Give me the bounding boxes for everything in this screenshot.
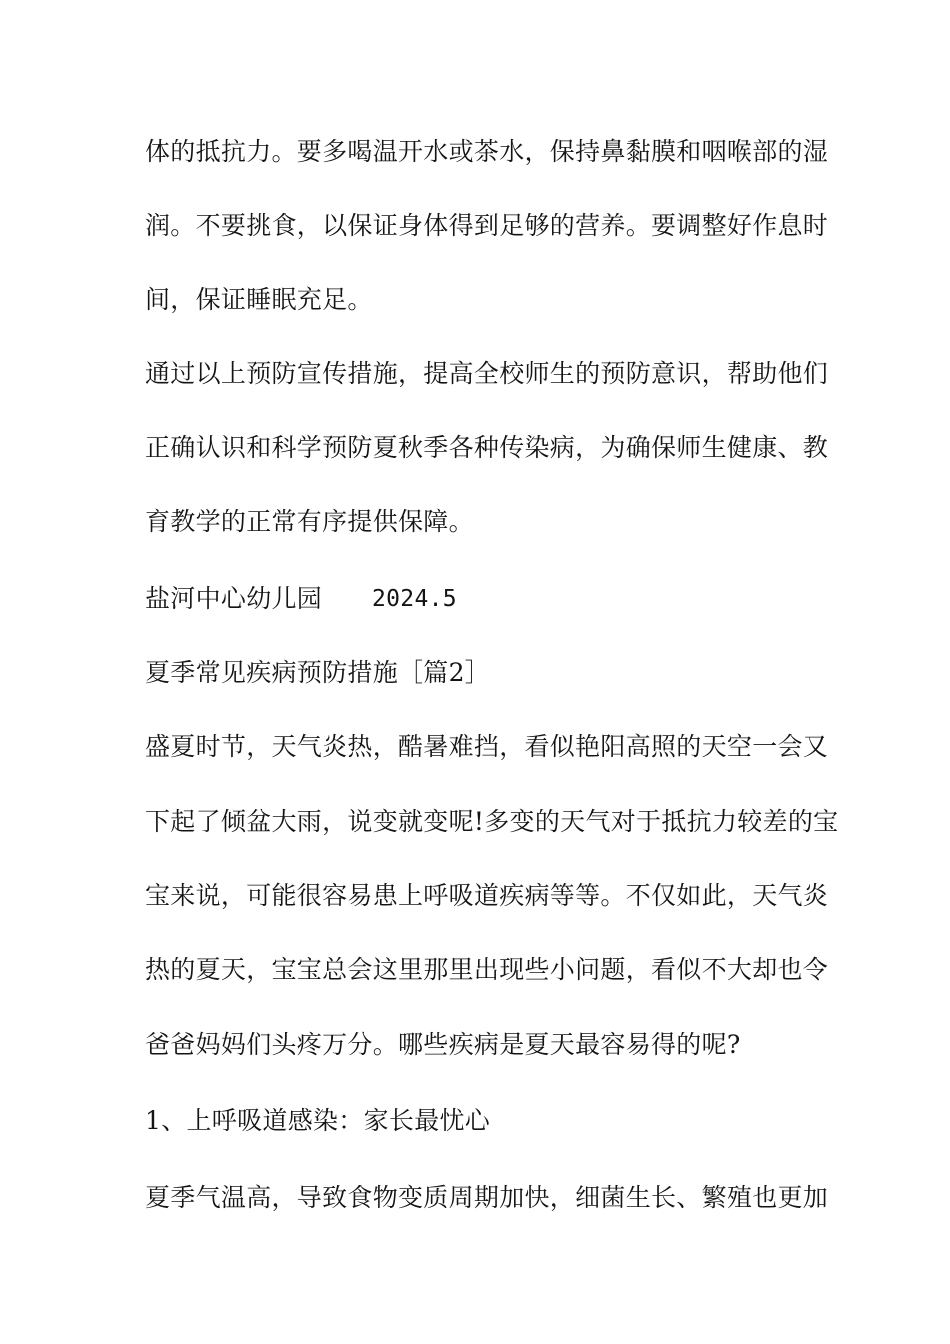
section-heading: 1、上呼吸道感染：家长最忧心 [145,1106,491,1135]
paragraph-3-line-2: 下起了倾盆大雨，说变就变呢!多变的天气对于抵抗力较差的宝 [145,807,839,836]
paragraph-3-line-1: 盛夏时节，天气炎热，酷暑难挡，看似艳阳高照的天空一会又 [145,732,829,761]
signature-name: 盐河中心幼儿园 [145,584,323,613]
signature-line [145,583,825,615]
paragraph-3-line-4: 热的夏天，宝宝总会这里那里出现些小问题，看似不大却也令 [145,955,829,984]
paragraph-2-line-1: 通过以上预防宣传措施，提高全校师生的预防意识，帮助他们 [145,359,829,388]
paragraph-2-line-2: 正确认识和科学预防夏秋季各种传染病，为确保师生健康、教 [145,433,829,462]
paragraph-1-line-1: 体的抵抗力。要多喝温开水或茶水，保持鼻黏膜和咽喉部的湿 [145,137,829,166]
paragraph-4-line-1: 夏季气温高，导致食物变质周期加快，细菌生长、繁殖也更加 [145,1183,829,1212]
paragraph-3-line-3: 宝来说，可能很容易患上呼吸道疾病等等。不仅如此，天气炎 [145,881,829,910]
paragraph-1-line-3: 间，保证睡眠充足。 [145,285,373,314]
signature-date: 2024.5 [372,586,457,612]
paragraph-1-line-2: 润。不要挑食，以保证身体得到足够的营养。要调整好作息时 [145,211,829,240]
section-title: 夏季常见疾病预防措施［篇2］ [145,658,491,687]
paragraph-3-line-5: 爸爸妈妈们头疼万分。哪些疾病是夏天最容易得的呢? [145,1030,741,1059]
paragraph-2-line-3: 育教学的正常有序提供保障。 [145,507,474,536]
